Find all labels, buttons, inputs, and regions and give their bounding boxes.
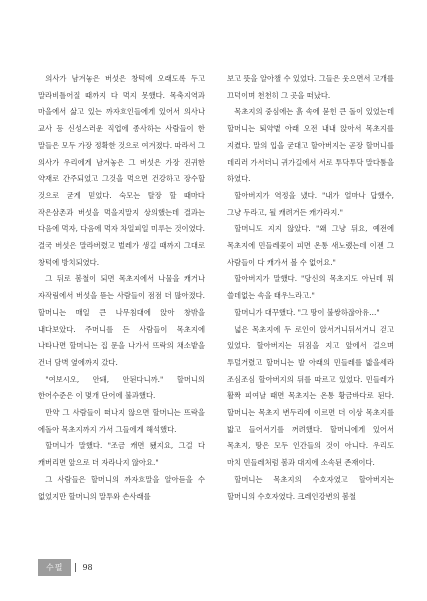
section-label: 수필 (38, 559, 71, 576)
paragraph: 할머니가 말했다. "조금 캐면 됐지요, 그걸 다 캐버리면 앞으로 더 자라나지 않아요." (38, 441, 205, 468)
left-column (38, 71, 205, 505)
page-columns (38, 71, 394, 505)
paragraph-continued: 보고 뜻을 알아챌 수 있었다. 그들은 웃으면서 고개를 끄덕이며 천천히 그 곳을 떠났다. (227, 74, 394, 100)
paragraph: 할머니도 지지 않았다. "왜 그냥 뒤요, 예전에 목초지에 민들레꽃이 피면 온통 새노랬는데 이젠 그 사람들이 다 캐가서 볼 수 없어요." (227, 224, 394, 267)
paragraph: 넓은 목초지에 두 로인이 앉서거니뒤서거니 걷고 있었다. 할아버지는 뒤짐을 지고 앞에서 걸으며 투덜거렸고 할머니는 발 아래의 민들레를 밟을세라 조심조심 할아버지의 뒤를 따르고 있었다. 민들레가 활짝 피여날 때면 목초지는 온통 황금바다로 된다. 할머니는 목초지 변두리에 이르면 더 이상 목초지를 밟고 들어서기를 꺼려했다. 할머니에게 있어서 목초지, 땅은 모두 인간들의 것이 아니다. 우리도 마치 민들레처럼 봄과 대지에 소속된 존재이다. (227, 324, 394, 468)
paragraph: 목초지의 중심에는 흙 속에 묻힌 큰 돌이 있었는데 할머니는 퇴약볕 아래 오전 내내 앉아서 목초지를 지켰다. 말의 입을 굳대고 할아버지는 곧장 할머니를 데리러 가서더니 귀가길에서 서로 투닥투닥 말다툼을 하였다. (227, 107, 394, 184)
paragraph: 할머니는 목초지의 수호자였고 할아버지는 할머니의 수호자였다. 크레인강변의 봄철 (227, 474, 394, 501)
paragraph: 할머니가 대꾸했다. "그 땅이 불쌍하잖아유…" (234, 307, 380, 317)
page-footer (38, 559, 99, 576)
right-column (227, 71, 394, 505)
paragraph: 의사가 남겨놓은 버섯은 창턱에 오래도록 두고 말라비틀어질 때까지 다 먹지 못했다. 목축지역과 마을에서 삶고 있는 까자흐인들에게 있어서 의사나 교사 등 신성스러운 직업에 종사하는 사람들이 한 말들은 모두 가장 정확한 것으로 여겨졌다. 따라서 그 의사가 우리에게 남겨놓은 그 버섯은 가장 진귀한 약재로 간주되었고 그것을 먹으면 건강하고 장수할 것으로 굳게 믿었다. 숙모는 탈장 할 때마다 작은삼촌과 버섯을 먹을지말지 상의했는데 결과는 다음에 먹자, 다음에 먹자 차일피일 미루는 것이였다. 결국 버섯은 말라버렸고 벌레가 생길 때까지 그대로 창턱에 방치되였다. (38, 74, 205, 267)
paragraph: 할아버지가 역정을 냈다. "내가 얼마나 답했수, 그냥 두라고, 될 캐려거든 캐가라지." (227, 190, 394, 217)
paragraph: 그 사람들은 할머니의 까자흐말을 알아듣을 수 없었지만 할머니의 말투와 손사래를 (38, 474, 205, 501)
paragraph: "여보시오, 안돼, 안된다니까." 할머니의 한어수준은 이 몇개 단어에 불과했다. (38, 374, 205, 401)
page-number: 98 (75, 563, 98, 572)
paragraph: 할아버지가 말했다. "당신의 목초지도 아닌데 뭐 쓸데없는 속을 태우느라고." (227, 274, 394, 301)
paragraph: 만약 그 사람들이 떠나지 않으면 할머니는 뜨락을 에돌아 목초지까지 가서 그들에게 해석했다. (38, 408, 205, 434)
paragraph: 그 뒤로 봄철이 되면 목초지에서 나물을 캐거나 자작림에서 버섯을 뜯는 사람들이 점점 더 많아졌다. 할머니는 매일 큰 나무침대에 앉아 창밖을 내다보았다. 주머니를 든 사람들이 목초지에 나타나면 할머니는 집 문을 나가서 뜨락의 채소밭을 건너 담벽 옆에까지 갔다. (38, 274, 205, 367)
